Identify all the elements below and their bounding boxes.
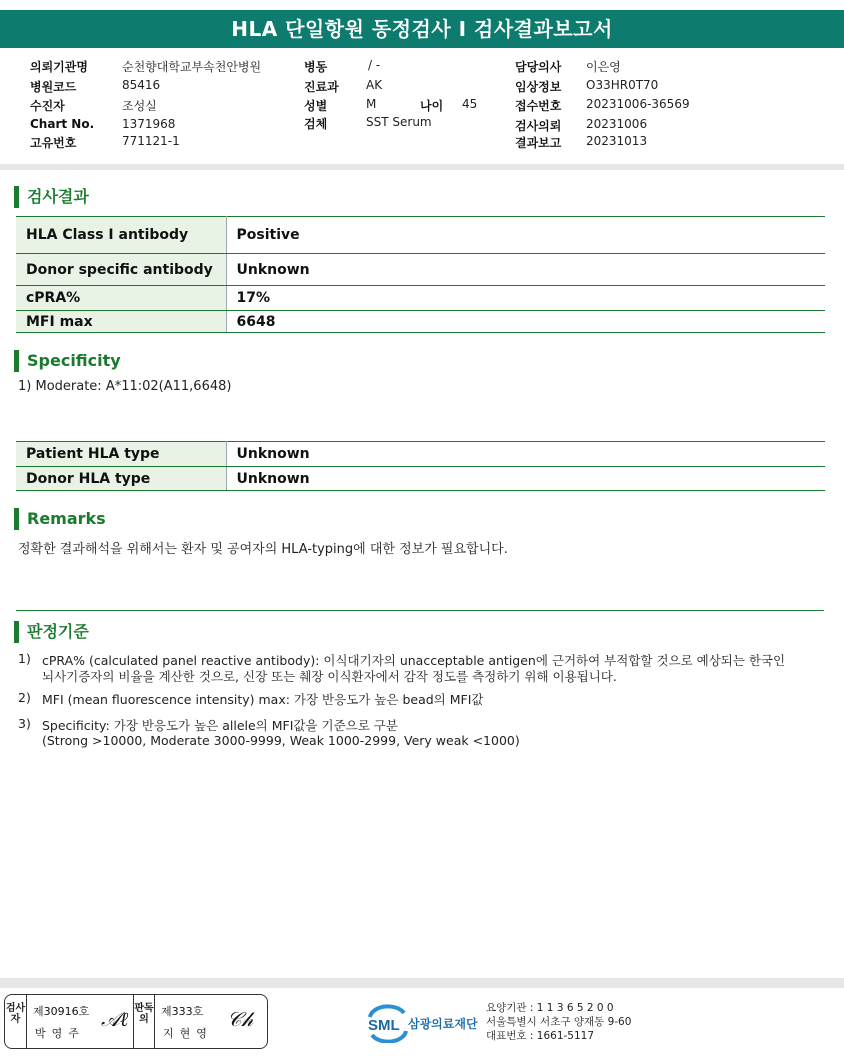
tester-license: 제30916호: [33, 1005, 90, 1018]
info-label: 고유번호: [30, 136, 77, 150]
row-value: Unknown: [226, 467, 825, 491]
report-title: HLA 단일항원 동정검사 I 검사결과보고서: [0, 10, 844, 48]
row-key: Donor specific antibody: [16, 254, 226, 286]
info-value: 20231013: [586, 134, 648, 148]
criteria-line: (Strong >10000, Moderate 3000-9999, Weak 1000-2999, Very weak <1000): [42, 733, 520, 748]
age-label: 나이: [420, 99, 444, 113]
remarks-text: 정확한 결과해석을 위해서는 환자 및 공여자의 HLA-typing에 대한 정보가 필요합니다.: [18, 542, 508, 557]
tester-name: 박영주: [35, 1027, 85, 1040]
criteria-line: MFI (mean fluorescence intensity) max: 가장 반응도가 높은 bead의 MFI값: [42, 692, 484, 707]
specificity-heading: Specificity: [14, 350, 121, 372]
sml-logo-icon: [366, 1003, 410, 1043]
criteria-line: cPRA% (calculated panel reactive antibody): 이식대기자의 unacceptable antigen에 근거하여 부적합할 것으로 예상되는 한국인: [42, 653, 786, 668]
info-value: SST Serum: [366, 115, 432, 129]
info-value: 1371968: [122, 117, 176, 131]
org-line: 서울특별시 서초구 양재동 9-60: [486, 1016, 632, 1028]
info-label: 임상정보: [515, 80, 562, 94]
org-info: [486, 1001, 631, 1043]
org-line: 요양기관 : 1 1 3 6 5 2 0 0: [486, 1002, 614, 1014]
info-value: AK: [366, 78, 383, 92]
info-value: 이은영: [586, 60, 621, 74]
reader-label: 판독의: [133, 995, 155, 1049]
remarks-heading: Remarks: [14, 508, 106, 530]
report-footer: [0, 989, 844, 1058]
section-divider: [16, 610, 824, 611]
info-value: 771121-1: [122, 134, 180, 148]
org-name: 삼광의료재단: [408, 1017, 478, 1031]
table-row: [16, 254, 825, 286]
row-key: Donor HLA type: [16, 467, 226, 491]
info-value: O33HR0T70: [586, 78, 659, 92]
specificity-text: 1) Moderate: A*11:02(A11,6648): [18, 379, 232, 394]
results-table: [16, 216, 825, 333]
criteria-line: Specificity: 가장 반응도가 높은 allele의 MFI값을 기준으로 구분: [42, 718, 398, 733]
row-key: cPRA%: [16, 286, 226, 311]
row-key: MFI max: [16, 311, 226, 333]
reader-signature: 𝒞𝒽: [227, 1007, 254, 1031]
tester-signature: 𝒜ℓ: [101, 1007, 129, 1031]
criteria-heading: 판정기준: [14, 621, 89, 643]
row-key: HLA Class I antibody: [16, 217, 226, 254]
table-row: [16, 286, 825, 311]
criteria-number: 3): [18, 716, 31, 731]
table-row: [16, 217, 825, 254]
info-value: / -: [368, 58, 381, 72]
criteria-number: 1): [18, 651, 31, 666]
results-heading: 검사결과: [14, 186, 89, 208]
info-value: 순천향대학교부속천안병원: [122, 60, 262, 74]
row-value: Unknown: [226, 254, 825, 286]
table-row: [16, 467, 825, 491]
row-value: 6648: [226, 311, 825, 333]
info-value: 20231006: [586, 117, 648, 131]
criteria-number: 2): [18, 690, 31, 705]
divider-band: [0, 164, 844, 170]
criteria-item: [18, 690, 818, 708]
info-label: 검체: [304, 117, 328, 131]
hla-type-table: [16, 441, 825, 491]
org-line: 대표번호 : 1661-5117: [486, 1030, 595, 1042]
info-label: 검사의뢰: [515, 119, 562, 133]
patient-info: [0, 56, 844, 164]
reader-name: 지현영: [163, 1027, 213, 1040]
info-value: 20231006-36569: [586, 97, 690, 111]
info-label: 수진자: [30, 99, 65, 113]
table-row: [16, 442, 825, 467]
info-label: 의뢰기관명: [30, 60, 88, 74]
row-value: 17%: [226, 286, 825, 311]
info-label: 병원코드: [30, 80, 77, 94]
info-label: 담당의사: [515, 60, 562, 74]
tester-label: 검사자: [5, 995, 27, 1049]
criteria-line: 뇌사기증자의 비율을 계산한 것으로, 신장 또는 췌장 이식환자에서 감작 정도를 측정하기 위해 이용됩니다.: [42, 669, 617, 684]
info-label: Chart No.: [30, 117, 95, 131]
info-label: 성별: [304, 99, 328, 113]
criteria-item: [18, 716, 818, 750]
info-label: 병동: [304, 60, 328, 74]
criteria-item: [18, 651, 818, 685]
info-value: 85416: [122, 78, 161, 92]
footer-band: [0, 978, 844, 988]
info-value: M: [366, 97, 377, 111]
age-value: 45: [462, 97, 478, 111]
signature-box: [4, 994, 268, 1049]
info-value: 조성실: [122, 99, 157, 113]
info-label: 진료과: [304, 80, 339, 94]
row-key: Patient HLA type: [16, 442, 226, 467]
reader-license: 제333호: [161, 1005, 204, 1018]
row-value: Unknown: [226, 442, 825, 467]
row-value: Positive: [226, 217, 825, 254]
info-label: 결과보고: [515, 136, 562, 150]
info-label: 접수번호: [515, 99, 562, 113]
table-row: [16, 311, 825, 333]
logo-text: SML: [368, 1017, 400, 1034]
